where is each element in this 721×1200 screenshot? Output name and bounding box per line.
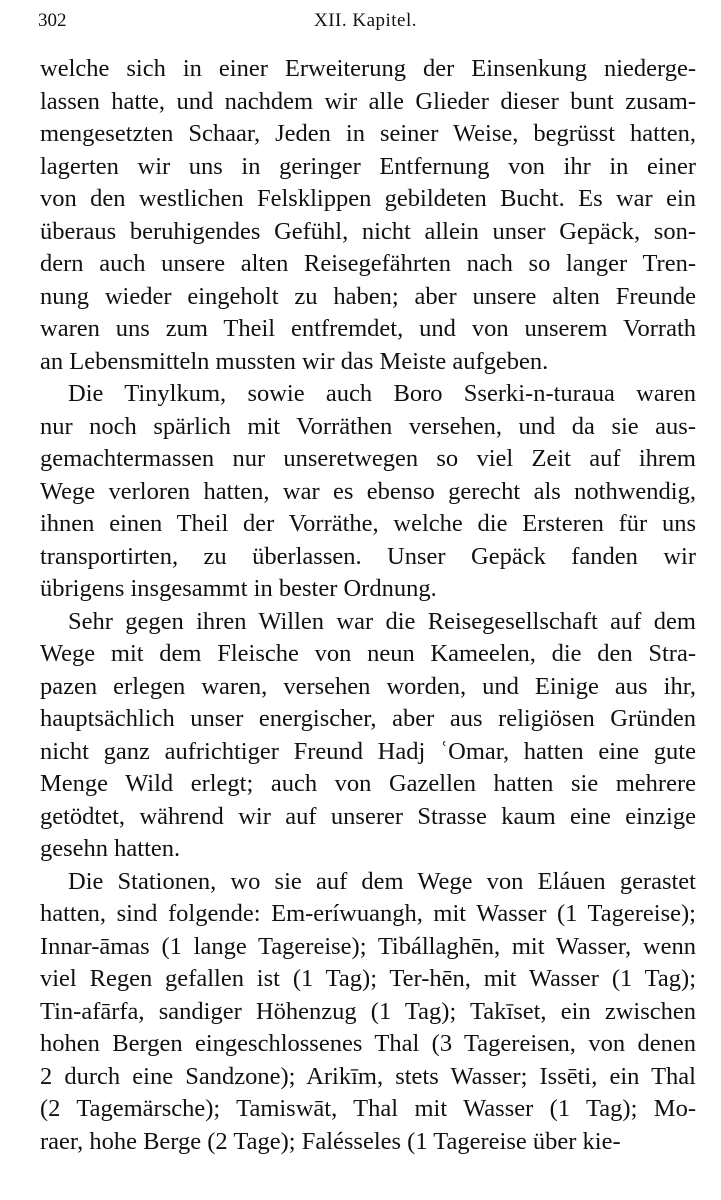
text-line: hatten, sind folgende: Em-eríwuangh, mit Wasser (1 Tagereise); [40,900,696,927]
text-line: von den westlichen Felsklippen gebildeten Bucht. Es war ein [40,185,696,212]
paragraph [40,53,696,378]
text-line: überaus beruhigendes Gefühl, nicht allein unser Gepäck, son- [40,217,696,245]
text-line: Sehr gegen ihren Willen war die Reisegesellschaft auf dem [68,607,696,635]
page-number: 302 [38,10,67,31]
text-line: gesehn hatten. [40,835,181,862]
text-line: Menge Wild erlegt; auch von Gazellen hatten sie mehrere [40,770,696,797]
text-line: transportirten, zu überlassen. Unser Gepäck fanden wir [40,542,696,570]
text-line: nung wieder eingeholt zu haben; aber unsere alten Freunde [40,282,696,310]
text-line: (2 Tagemärsche); Tamiswāt, Thal mit Wasser (1 Tag); Mo- [40,1095,696,1122]
text-line: waren uns zum Theil entfremdet, und von unserem Vorrath [40,315,696,342]
running-head: XII. Kapitel. [313,10,418,31]
text-line: pazen erlegen waren, versehen worden, und Einige aus ihr, [40,672,696,700]
text-line: Wege verloren hatten, war es ebenso gerecht als nothwendig, [40,477,696,505]
text-line: getödtet, während wir auf unserer Strasse kaum eine einzige [40,802,696,830]
text-line: Die Tinylkum, sowie auch Boro Sserki-n-turaua waren [68,380,696,407]
text-line: dern auch unsere alten Reisegefährten nach so langer Tren- [40,250,696,277]
text-line: übrigens insgesammt in bester Ordnung. [40,575,437,602]
text-line: Innar-āmas (1 lange Tagereise); Tibállaghēn, mit Wasser, wenn [40,932,696,960]
text-line: gemachtermassen nur unseretwegen so viel Zeit auf ihrem [40,445,696,472]
text-line: an Lebensmitteln mussten wir das Meiste aufgeben. [40,347,549,375]
paragraph [40,378,696,606]
text-line: lassen hatte, und nachdem wir alle Glieder dieser bunt zusam- [40,87,696,115]
text-line: Wege mit dem Fleische von neun Kameelen, die den Stra- [40,640,696,667]
page-header [38,10,693,40]
text-line: nur noch spärlich mit Vorräthen versehen, und da sie aus- [40,412,696,440]
text-line: 2 durch eine Sandzone); Arikīm, stets Wasser; Issēti, ein Thal [40,1062,696,1090]
text-line: Tin-afārfa, sandiger Höhenzug (1 Tag); Takīset, ein zwischen [40,997,696,1025]
text-line: lagerten wir uns in geringer Entfernung von ihr in einer [40,152,696,180]
paragraph [40,606,696,866]
paragraph [40,866,696,1159]
text-line: nicht ganz aufrichtiger Freund Hadj ʿOmar, hatten eine gute [40,737,696,765]
text-line: ihnen einen Theil der Vorräthe, welche die Ersteren für uns [40,510,696,537]
text-line: welche sich in einer Erweiterung der Einsenkung niederge- [40,55,696,82]
text-line: raer, hohe Berge (2 Tage); Falésseles (1 Tagereise über kie- [40,1127,621,1155]
text-line: hauptsächlich unser energischer, aber aus religiösen Gründen [40,705,696,732]
text-line: viel Regen gefallen ist (1 Tag); Ter-hēn, mit Wasser (1 Tag); [40,965,696,992]
text-line: Die Stationen, wo sie auf dem Wege von Eláuen gerastet [68,867,696,895]
text-line: hohen Bergen eingeschlossenes Thal (3 Tagereisen, von denen [40,1030,696,1057]
text-line: mengesetzten Schaar, Jeden in seiner Weise, begrüsst hatten, [40,120,696,147]
body-text [40,53,696,1158]
